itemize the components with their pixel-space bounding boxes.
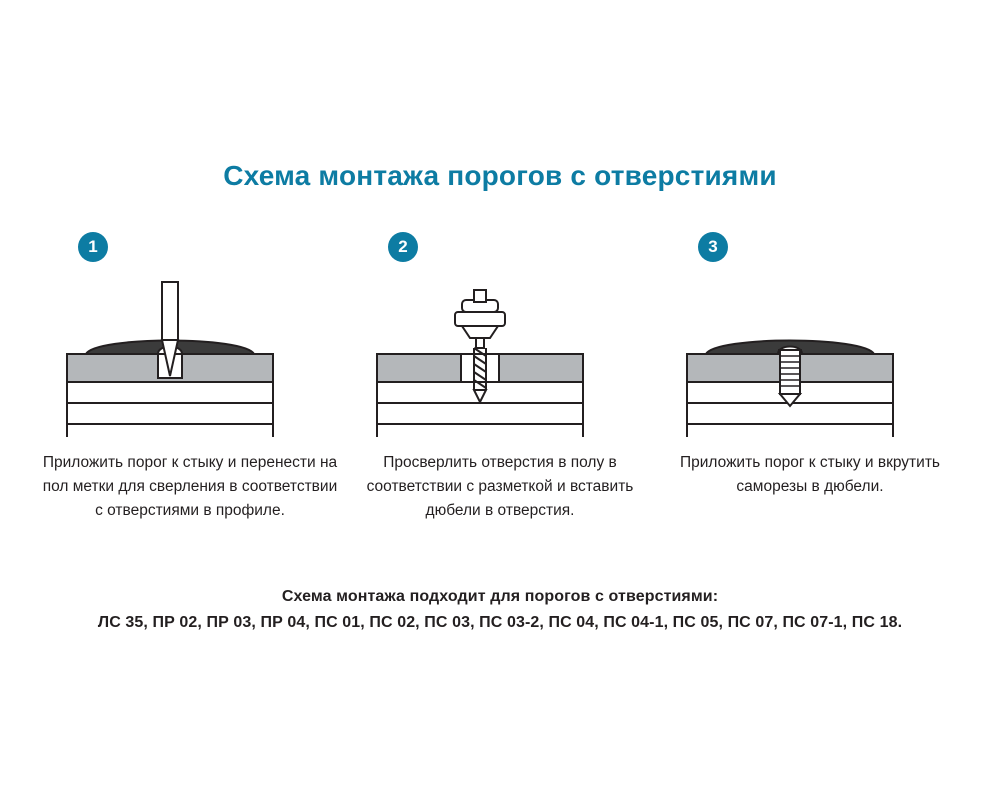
step-number-badge: 2: [388, 232, 418, 262]
step-1-illustration: [40, 272, 340, 437]
step-3: [660, 232, 960, 523]
step-3-illustration: [660, 272, 960, 437]
step-3-caption: Приложить порог к стыку и вкрутить саморезы в дюбели.: [679, 454, 940, 495]
step-number-badge: 3: [698, 232, 728, 262]
step-1: [40, 232, 340, 523]
page-title: Схема монтажа порогов с отверстиями: [223, 160, 777, 191]
step-number-badge: 1: [78, 232, 108, 262]
step-2-illustration: [350, 272, 650, 437]
footer-line-1: Схема монтажа подходит для порогов с отверстиями:: [281, 588, 719, 605]
step-2: [350, 232, 650, 523]
step-2-caption: Просверлить отверстия в полу в соответствии с разметкой и вставить дюбели в отверстия.: [366, 454, 634, 519]
step-1-caption: Приложить порог к стыку и перенести на пол метки для сверления в соответствии с отверстиями в профиле.: [42, 454, 338, 519]
footer: [0, 588, 1000, 632]
steps-container: [40, 232, 960, 523]
footer-line-2: ЛС 35, ПР 02, ПР 03, ПР 04, ПС 01, ПС 02, ПС 03, ПС 03-2, ПС 04, ПС 04-1, ПС 05, ПС 07, ПС 07-1, ПС 18.: [97, 614, 903, 631]
